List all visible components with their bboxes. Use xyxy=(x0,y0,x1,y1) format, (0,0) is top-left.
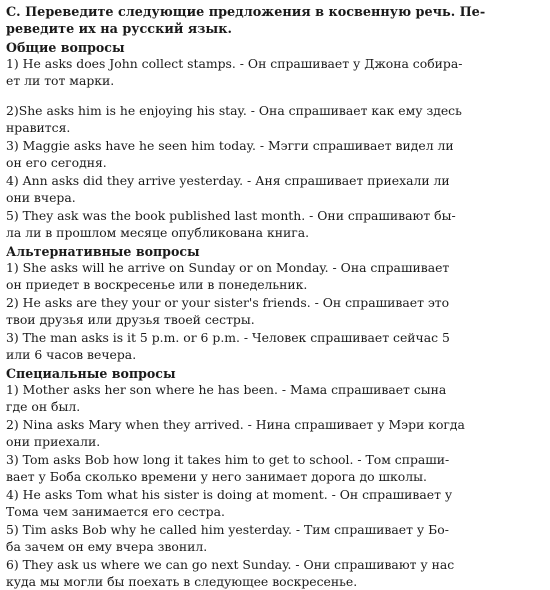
task-title-line-2: реведите их на русский язык. xyxy=(6,21,542,38)
task-title-line-1: С. Переведите следующие предложения в косвенную речь. Пе- xyxy=(6,4,542,21)
item-translation: они вчера. xyxy=(6,190,542,207)
list-item xyxy=(6,138,542,171)
item-text: 1) She asks will he arrive on Sunday or on Monday. - Она спрашивает xyxy=(6,260,449,275)
section-alternative-questions xyxy=(6,243,542,363)
section-title: Специальные вопросы xyxy=(6,365,542,382)
item-translation: куда мы могли бы поехать в следующее воскресенье. xyxy=(6,574,542,590)
list-item xyxy=(6,103,542,136)
item-text: 2)She asks him is he enjoying his stay. - Она спрашивает как ему здесь xyxy=(6,103,462,118)
section-special-questions xyxy=(6,365,542,590)
item-translation: он приедет в воскресенье или в понедельник. xyxy=(6,277,542,294)
item-translation: ет ли тот марки. xyxy=(6,73,542,90)
section-title: Общие вопросы xyxy=(6,39,542,56)
item-text: 2) Nina asks Mary when they arrived. - Нина спрашивает у Мэри когда xyxy=(6,417,465,432)
list-item xyxy=(6,260,542,293)
item-text: 6) They ask us where we can go next Sunday. - Они спрашивают у нас xyxy=(6,557,454,572)
list-item xyxy=(6,173,542,206)
list-item xyxy=(6,522,542,555)
item-text: 3) Tom asks Bob how long it takes him to get to school. - Том спраши- xyxy=(6,452,449,467)
item-text: 1) Mother asks her son where he has been. - Мама спрашивает сына xyxy=(6,382,446,397)
item-text: 5) Tim asks Bob why he called him yesterday. - Тим спрашивает у Бо- xyxy=(6,522,449,537)
item-text: 4) He asks Tom what his sister is doing at moment. - Он спрашивает у xyxy=(6,487,452,502)
item-text: 4) Ann asks did they arrive yesterday. - Аня спрашивает приехали ли xyxy=(6,173,450,188)
section-general-questions xyxy=(6,39,542,241)
list-item xyxy=(6,452,542,485)
item-text: 2) He asks are they your or your sister's friends. - Он спрашивает это xyxy=(6,295,449,310)
list-item xyxy=(6,417,542,450)
list-item xyxy=(6,382,542,415)
list-item xyxy=(6,330,542,363)
item-translation: ба зачем он ему вчера звонил. xyxy=(6,539,542,556)
item-text: 5) They ask was the book published last month. - Они спрашивают бы- xyxy=(6,208,456,223)
item-text: 1) He asks does John collect stamps. - Он спрашивает у Джона собира- xyxy=(6,56,462,71)
section-title: Альтернативные вопросы xyxy=(6,243,542,260)
item-translation: ла ли в прошлом месяце опубликована книга. xyxy=(6,225,542,242)
item-translation: вает у Боба сколько времени у него занимает дорога до школы. xyxy=(6,469,542,486)
item-text: 3) The man asks is it 5 p.m. or 6 p.m. - Человек спрашивает сейчас 5 xyxy=(6,330,450,345)
list-item xyxy=(6,56,542,89)
list-item xyxy=(6,487,542,520)
item-text: 3) Maggie asks have he seen him today. - Мэгги спрашивает видел ли xyxy=(6,138,454,153)
list-item xyxy=(6,208,542,241)
item-translation: где он был. xyxy=(6,399,542,416)
list-item xyxy=(6,295,542,328)
item-translation: Тома чем занимается его сестра. xyxy=(6,504,542,521)
item-translation: они приехали. xyxy=(6,434,542,451)
item-translation: он его сегодня. xyxy=(6,155,542,172)
item-translation: или 6 часов вечера. xyxy=(6,347,542,364)
item-translation: твои друзья или друзья твоей сестры. xyxy=(6,312,542,329)
item-translation: нравится. xyxy=(6,120,542,137)
task-title xyxy=(6,4,542,38)
